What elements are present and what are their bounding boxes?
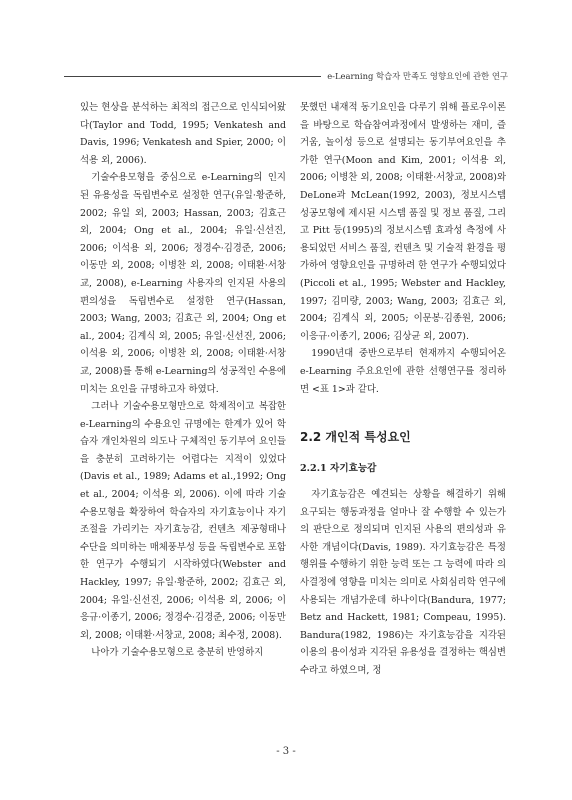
left-paragraph-1: 있는 현상을 분석하는 최적의 접근으로 인식되어왔다(Taylor and Todd, 1995; Venkatesh and Davis, 1996; Venkatesh and Spier, 2000; 이석용 외, 2006).: [80, 102, 286, 166]
right-paragraph-2: 1990년대 중반으로부터 현재까지 수행되어온 e-Learning 주요요인에 관한 선행연구를 정리하면 <표 1>과 같다.: [300, 348, 506, 395]
right-paragraph-1: 못했던 내재적 동기요인을 다루기 위해 플로우이론을 바탕으로 학습참여과정에서 발생하는 재미, 즐거움, 놀이성 등으로 설명되는 동기부여요인을 추가한 연구(Moon and Kim, 2001; 이석용 외, 2006; 이병찬 외, 2008; 이태환·서창교, 2008)와 DeLone과 McLean(1992, 2003), 정보시스템 성공모형에 제시된 시스템 품질 및 정보 품질, 그리고 Pitt 등(1995)의 정보시스템 효과성 측정에 사용되었던 서비스 품질, 컨텐츠 및 기술적 환경을 평가하여 영향요인을 규명하려 한 연구가 수행되었다(Piccoli et al., 1995; Webster and Hackley, 1997; 김미량, 2003; Wang, 2003; 김효근 외, 2004; 김계식 외, 2005; 이문봉·김종원, 2006; 이응규·이종기, 2006; 김상균 외, 2007).: [300, 102, 506, 342]
left-paragraph-2: 기술수용모형을 중심으로 e-Learning의 인지된 유용성을 독립변수로 설정한 연구(유일·황준하, 2002; 유일 외, 2003; Hassan, 2003; 김효근 외, 2004; Ong et al., 2004; 유일·신선진, 2006; 이석용 외, 2006; 정경수·김경준, 2006; 이동만 외, 2008; 이병찬 외, 2008; 이태환·서창교, 2008), e-Learning 사용자의 인지된 사용의 편의성을 독립변수로 설정한 연구(Hassan, 2003; Wang, 2003; 김효근 외, 2004; Ong et al., 2004; 김계식 외, 2005; 유일·신선진, 2006; 이석용 외, 2006; 이병찬 외, 2008; 이태환·서창교, 2008)를 통해 e-Learning의 성공적인 수용에 미치는 요인을 규명하고자 하였다.: [80, 172, 286, 395]
left-paragraph-4: 나아가 기술수용모형으로 충분히 반영하지: [91, 647, 264, 659]
subsection-heading: 2.2.1 자기효능감: [300, 463, 377, 475]
section-heading: 2.2 개인적 특성요인: [300, 430, 411, 445]
header-title: e-Learning 학습자 만족도 영향요인에 관한 연구: [327, 71, 508, 81]
left-paragraph-3: 그러나 기술수용모형만으로 학제적이고 복잡한 e-Learning의 수용요인 규명에는 한계가 있어 학습자 개인차원의 의도나 구체적인 동기부여 요인들을 충분히 고려하기는 어렵다는 지적이 있었다(Davis et al., 1989; Adams et al.,1992; Ong et al., 2004; 이석용 외, 2006). 이에 따라 기술수용모형을 확장하여 학습자의 자기효능이나 자기조절을 가리키는 자기효능감, 컨텐츠 제공형태나 수단을 의미하는 매체풍부성 등을 독립변수로 포함한 연구가 수행되기 시작하였다(Webster and Hackley, 1997; 유일·황준하, 2002; 김효근 외, 2004; 유일·신선진, 2006; 이석용 외, 2006; 이응규·이종기, 2006; 정경수·김경준, 2006; 이동만 외, 2008; 이태환·서창교, 2008; 최수정, 2008).: [80, 401, 286, 641]
page-number: - 3 -: [276, 746, 296, 757]
right-paragraph-3: 자기효능감은 예견되는 상황을 해결하기 위해 요구되는 행동과정을 얼마나 잘 수행할 수 있는가의 판단으로 정의되며 인지된 사용의 편의성과 유사한 개념이다(Davis, 1989). 자기효능감은 특정행위를 수행하기 위한 능력 또는 그 능력에 따라 의사결정에 영향을 미치는 의미로 사회심리학 연구에 사용되는 개념가운데 하나이다(Bandura, 1977; Betz and Hackett, 1981; Compeau, 1995). Bandura(1982, 1986)는 자기효능감을 지각된 이용의 용이성과 지각된 유용성을 결정하는 핵심변수라고 하였으며, 정: [300, 489, 506, 677]
header-rule: [64, 76, 321, 77]
right-column: [300, 99, 506, 680]
running-header: [64, 70, 508, 82]
left-column: [80, 99, 286, 662]
